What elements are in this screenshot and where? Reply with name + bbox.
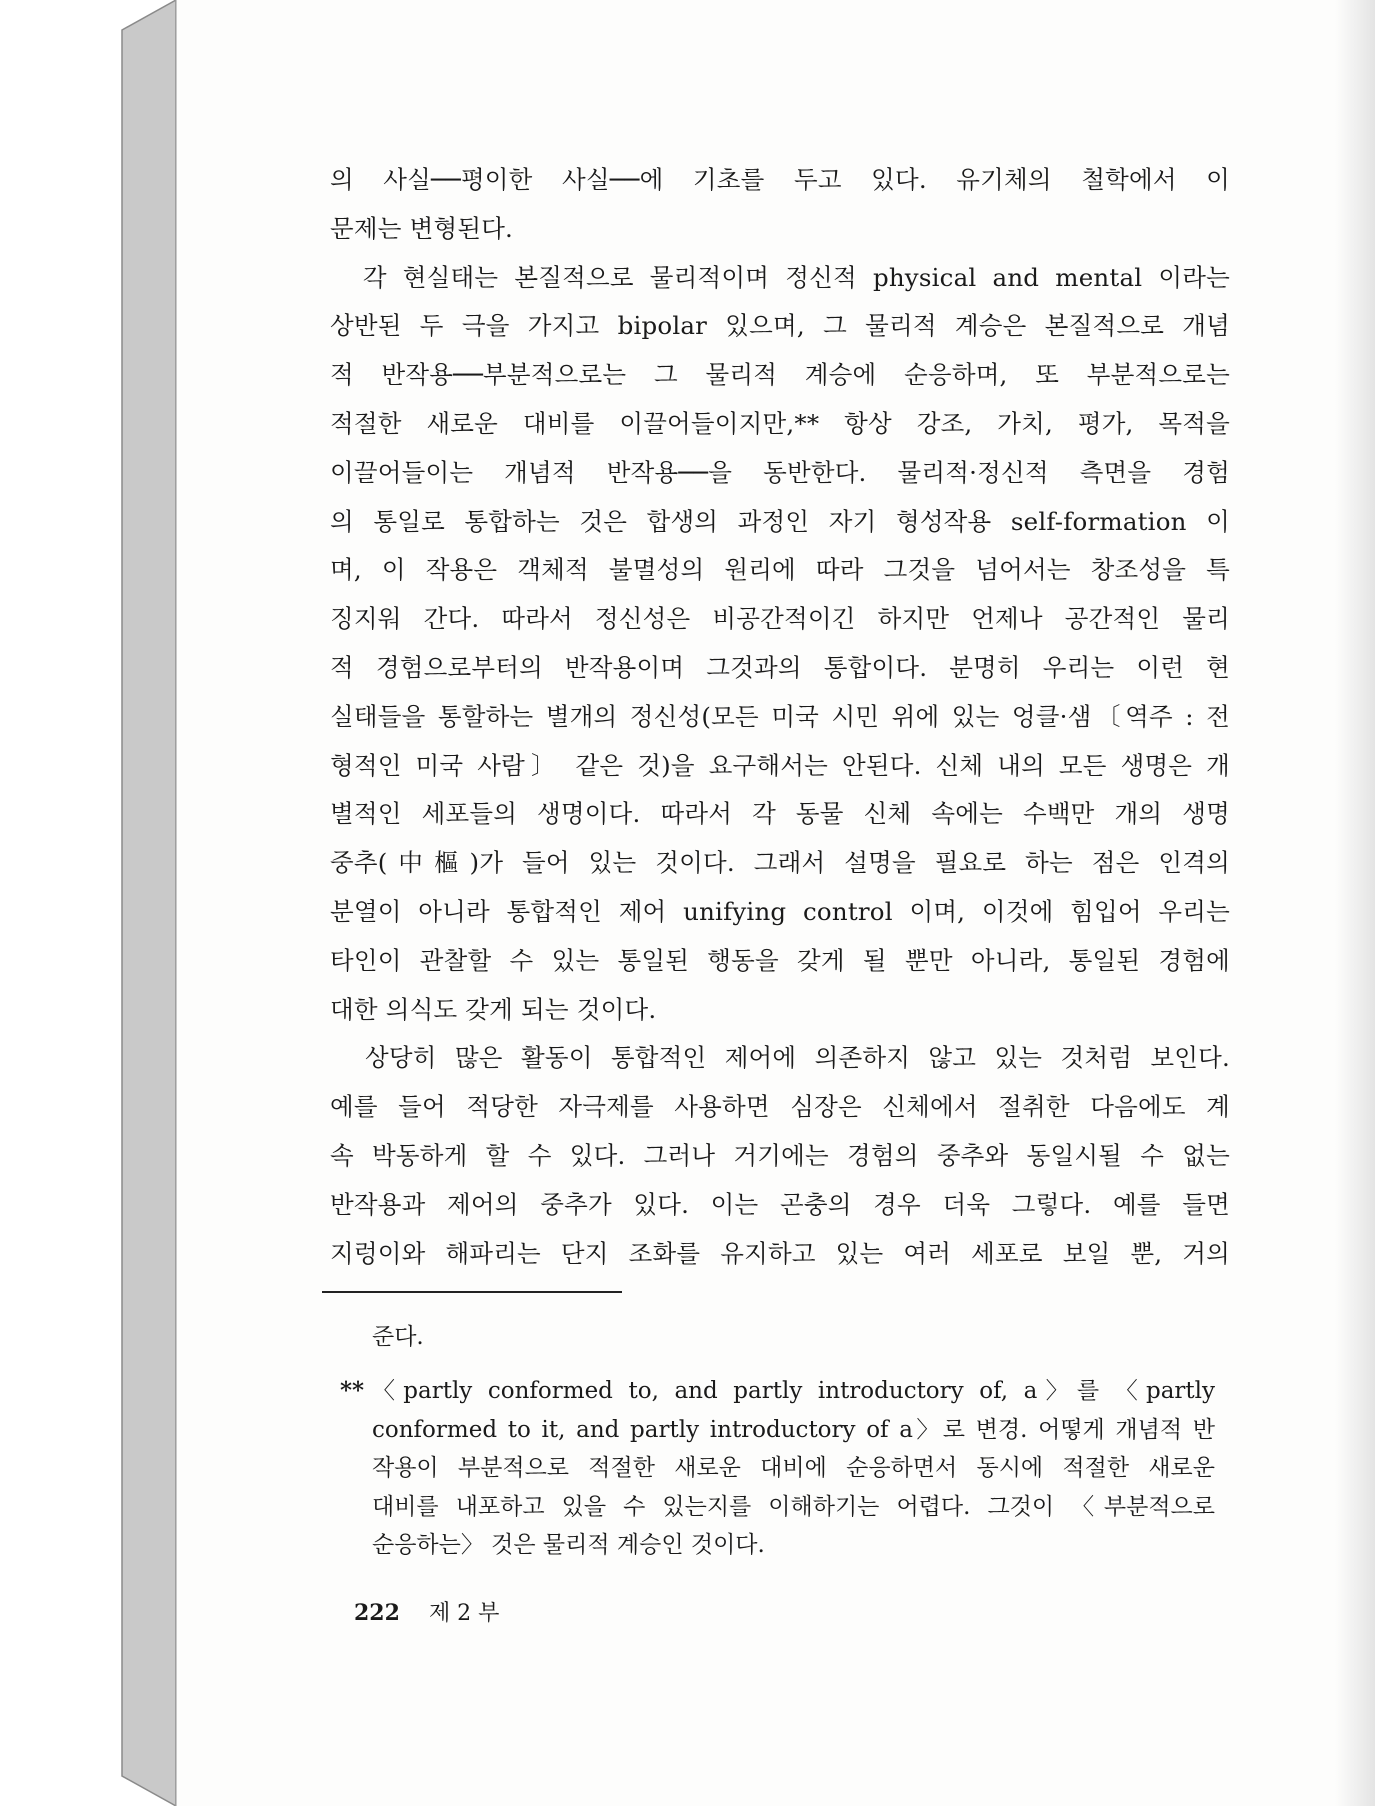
footnote-mark: ** (340, 1377, 365, 1404)
footnotes (340, 1312, 1215, 1565)
body-line: 예를 들어 적당한 자극제를 사용하면 심장은 신체에서 절취한 다음에도 계 (330, 1092, 1230, 1122)
body-line: 타인이 관찰할 수 있는 통일된 행동을 갖게 될 뿐만 아니라, 통일된 경험에 (330, 945, 1230, 975)
body-line: 분열이 아니라 통합적인 제어 unifying control 이며, 이것에 힘입어 우리는 (330, 896, 1230, 926)
body-line: 징지워 간다. 따라서 정신성은 비공간적이긴 하지만 언제나 공간적인 물리 (330, 604, 1230, 634)
body-line: 각 현실태는 본질적으로 물리적이며 정신적 physical and mental 이라는 (330, 262, 1230, 292)
footnote-line: 대비를 내포하고 있을 수 있는지를 이해하기는 어렵다. 그것이 〈부분적으로 (372, 1493, 1215, 1520)
body-line: 적 경험으로부터의 반작용이며 그것과의 통합이다. 분명히 우리는 이런 현 (330, 652, 1230, 682)
part-label: 제 2 부 (428, 1601, 500, 1626)
body-line: 지렁이와 해파리는 단지 조화를 유지하고 있는 여러 세포로 보일 뿐, 거의 (330, 1238, 1230, 1268)
body-line: 대한 의식도 갖게 되는 것이다. (330, 994, 657, 1024)
body-text (330, 156, 1230, 1278)
body-line: 별적인 세포들의 생명이다. 따라서 각 동물 신체 속에는 수백만 개의 생명 (330, 799, 1230, 829)
body-line: 의 통일로 통합하는 것은 합생의 과정인 자기 형성작용 self-formation 이 (330, 506, 1230, 536)
page-number: 222 (354, 1600, 400, 1626)
body-line: 실태들을 통할하는 별개의 정신성(모든 미국 시민 위에 있는 엉클·샘〔역주 : 전 (330, 701, 1230, 731)
body-line: 이끌어들이는 개념적 반작용──을 동반한다. 물리적·정신적 측면을 경험 (330, 457, 1230, 487)
body-line: 상당히 많은 활동이 통합적인 제어에 의존하지 않고 있는 것처럼 보인다. (330, 1043, 1230, 1073)
body-line: 상반된 두 극을 가지고 bipolar 있으며, 그 물리적 계승은 본질적으로 개념 (330, 311, 1230, 341)
footnote-line: 작용이 부분적으로 적절한 새로운 대비에 순응하면서 동시에 적절한 새로운 (372, 1455, 1215, 1481)
body-line: 적 반작용──부분적으로는 그 물리적 계승에 순응하며, 또 부분적으로는 (330, 360, 1230, 390)
body-line: 반작용과 제어의 중추가 있다. 이는 곤충의 경우 더욱 그렇다. 예를 들면 (330, 1189, 1230, 1219)
page-edge-shadow (1335, 0, 1375, 1806)
page-footer (354, 1596, 499, 1627)
body-line: 속 박동하게 할 수 있다. 그러나 거기에는 경험의 중추와 동일시될 수 없는 (330, 1140, 1230, 1170)
body-line: 며, 이 작용은 객체적 불멸성의 원리에 따라 그것을 넘어서는 창조성을 특 (330, 555, 1230, 585)
body-line: 적절한 새로운 대비를 이끌어들이지만,** 항상 강조, 가치, 평가, 목적을 (330, 408, 1230, 438)
footnote-line: 〈partly conformed to, and partly introductory of, a〉를 〈partly (372, 1378, 1215, 1404)
body-line: 의 사실──평이한 사실──에 기초를 두고 있다. 유기체의 철학에서 이 (330, 165, 1230, 194)
footnote-line: 순응하는〉 것은 물리적 계승인 것이다. (372, 1532, 765, 1558)
footnote-continued: 준다. (372, 1324, 424, 1350)
body-line: 형적인 미국 사람〕 같은 것)을 요구해서는 안된다. 신체 내의 모든 생명은 개 (330, 750, 1230, 780)
footnote-line: conformed to it, and partly introductory of a〉로 변경. 어떻게 개념적 반 (372, 1416, 1215, 1443)
footnote-divider (322, 1291, 622, 1293)
footnote-first-line (340, 1372, 1215, 1411)
body-line: 중추(中樞)가 들어 있는 것이다. 그래서 설명을 필요로 하는 점은 인격의 (330, 848, 1230, 878)
body-line: 문제는 변형된다. (330, 213, 514, 243)
